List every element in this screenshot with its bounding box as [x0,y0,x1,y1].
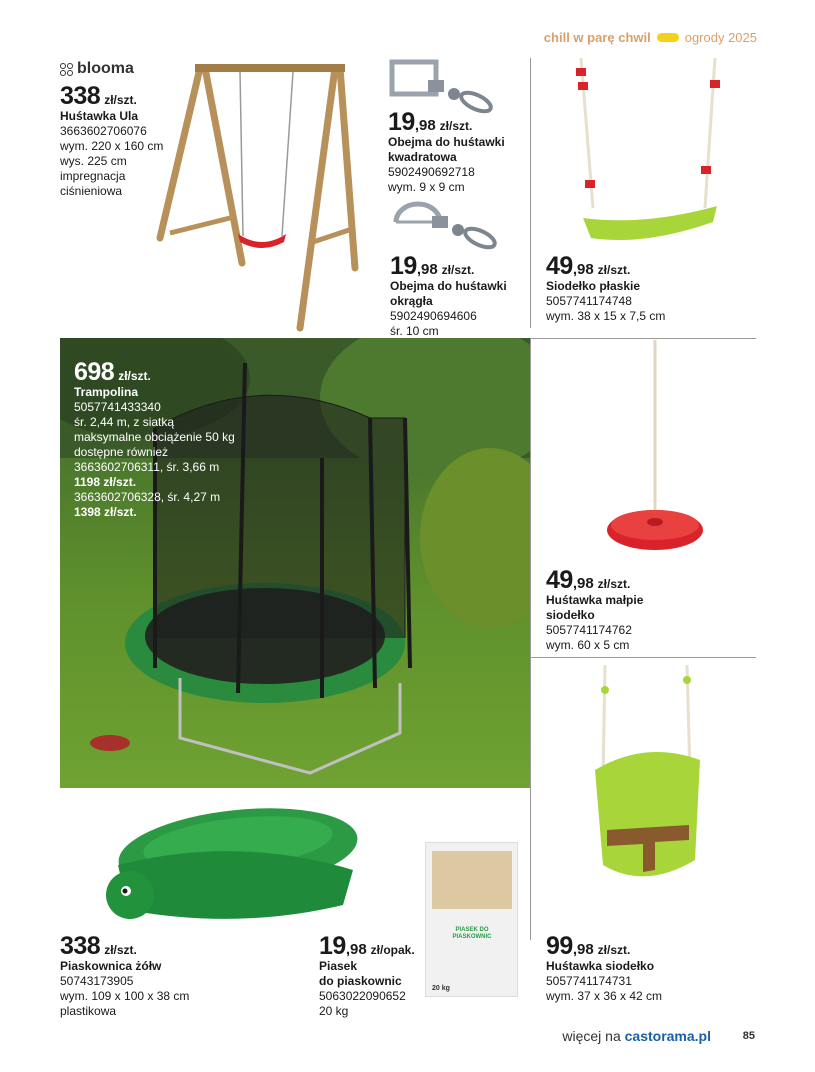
product-max-load: maksymalne obciążenie 50 kg [74,430,235,444]
product-name-line1: Obejma do huśtawki [388,135,505,149]
product-dims: wym. 109 x 100 x 38 cm [60,989,190,1003]
product-name-line1: Huśtawka małpie [546,593,644,607]
product-also-available: dostępne również [74,445,169,459]
product-siodelko-plaskie [546,254,665,324]
trampoline-photo [60,338,530,788]
product-hustawka-siodelko [546,934,662,1004]
product-code: 5063022090652 [319,989,406,1003]
product-weight: 20 kg [319,1004,349,1018]
product-code: 5902490694606 [390,309,477,323]
product-obejma-kwadratowa [388,110,505,195]
product-code: 50743173905 [60,974,134,988]
blooma-logo-icon [60,63,73,76]
price-hustawka-ula [60,84,163,109]
product-material: plastikowa [60,1004,117,1018]
price-value: 19 [388,108,415,136]
header-slogan: chill w parę chwil [543,30,651,45]
product-name-line2: do piaskownic [319,974,402,988]
product-hustawka-ula [60,84,163,199]
price-siodelko-plaskie [546,254,665,279]
product-diameter: śr. 2,44 m, z siatką [74,415,175,429]
price-value: 698 [74,358,115,386]
round-clamp-image [390,196,502,256]
header-year: ogrody 2025 [684,30,757,45]
product-variant-1: 3663602706311, śr. 3,66 m [74,460,220,474]
product-name-line1: Obejma do huśtawki [390,279,507,293]
product-name-line2: okrągła [390,294,433,308]
product-name: Piaskownica żółw [60,959,162,973]
price-value: 49 [546,252,573,280]
brand-logo [60,60,134,78]
divider-vertical-bottom [530,338,531,940]
yellow-pill-icon [657,33,679,42]
product-code: 5057741174731 [546,974,632,988]
price-cents: ,98 [572,941,594,958]
price-value: 338 [60,932,101,960]
product-variant-2-price: 1398 zł/szt. [74,505,137,519]
product-name: Siodełko płaskie [546,279,641,293]
bucket-swing-seat-image [585,660,715,890]
price-cents: ,98 [572,575,594,592]
product-name-line2: kwadratowa [388,150,457,164]
turtle-sandbox-image [88,795,378,930]
price-obejma-okragla [390,254,507,279]
product-feature-1: impregnacja [60,169,126,183]
price-piaskownica-zolw [60,934,189,959]
footer-link[interactable]: castorama.pl [624,1028,711,1044]
product-hustawka-malpie [546,568,643,653]
price-unit: zł/szt. [441,263,475,277]
product-height: wys. 225 cm [60,154,127,168]
brand-logo-text: blooma [77,60,134,77]
product-variant-2: 3663602706328, śr. 4,27 m [74,490,221,504]
price-cents: ,98 [416,261,438,278]
product-code: 5057741174762 [546,623,632,637]
product-dims: wym. 60 x 5 cm [546,638,630,652]
price-value: 49 [546,566,573,594]
product-code: 3663602706076 [60,124,147,138]
product-name-line1: Piasek [319,959,358,973]
wooden-swing-set-image [150,58,365,333]
divider-vertical-top [530,58,531,328]
product-piasek [319,934,415,1019]
divider-horizontal-1 [530,338,756,339]
product-variant-1-price: 1198 zł/szt. [74,475,137,489]
price-unit: zł/szt. [104,943,137,957]
product-dims: wym. 220 x 160 cm [60,139,164,153]
product-piaskownica-zolw [60,934,189,1019]
product-trampolina [74,360,235,520]
flat-swing-seat-image [575,58,725,248]
product-name-line2: siodełko [546,608,595,622]
product-dims: śr. 10 cm [390,324,439,338]
product-dims: wym. 37 x 36 x 42 cm [546,989,663,1003]
product-obejma-okragla [390,254,507,339]
price-piasek [319,934,415,959]
product-code: 5057741174748 [546,294,632,308]
footer-more-info [562,1028,711,1044]
price-hustawka-malpie [546,568,643,593]
price-cents: ,98 [345,941,367,958]
price-unit: zł/szt. [597,263,631,277]
price-trampolina [74,360,235,385]
price-cents: ,98 [572,261,594,278]
page-header [544,30,757,45]
page-number: 85 [742,1030,755,1042]
footer-text: więcej na [562,1028,621,1044]
price-unit: zł/szt. [439,119,473,133]
product-name: Huśtawka siodełko [546,959,655,973]
monkey-swing-seat-image [600,340,710,565]
price-value: 338 [60,82,101,110]
price-value: 19 [319,932,346,960]
price-obejma-kwadratowa [388,110,505,135]
sand-bag-photo [432,851,512,909]
price-unit: zł/szt. [597,943,631,957]
price-unit: zł/opak. [370,943,415,957]
sand-bag-label: PIASEK DO PIASKOWNIC [452,927,492,940]
product-code: 5902490692718 [388,165,475,179]
price-unit: zł/szt. [118,369,151,383]
price-unit: zł/szt. [597,577,631,591]
sand-bag-image [425,842,518,997]
product-code: 5057741433340 [74,400,161,414]
price-cents: ,98 [414,117,436,134]
price-value: 19 [390,252,417,280]
product-name: Huśtawka Ula [60,109,139,123]
sand-bag-weight: 20 kg [432,985,450,992]
product-name: Trampolina [74,385,139,399]
product-feature-2: ciśnieniowa [60,184,123,198]
price-unit: zł/szt. [104,93,137,107]
product-dims: wym. 9 x 9 cm [388,180,465,194]
price-value: 99 [546,932,573,960]
divider-horizontal-2 [530,657,756,658]
product-dims: wym. 38 x 15 x 7,5 cm [546,309,666,323]
price-hustawka-siodelko [546,934,662,959]
